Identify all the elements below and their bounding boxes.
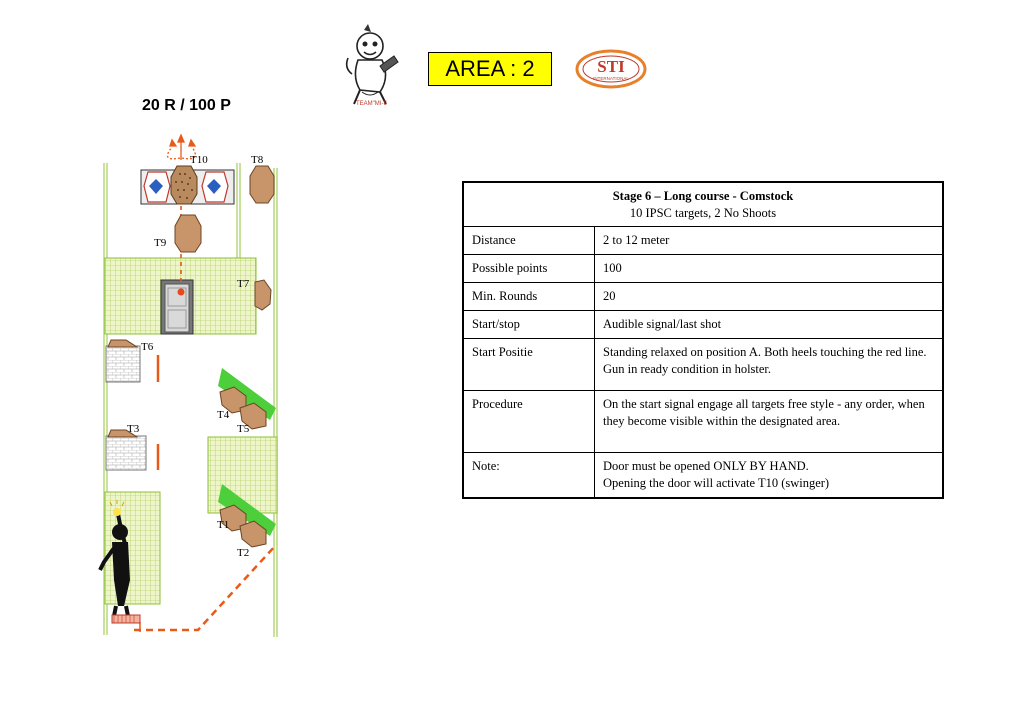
target-t8 xyxy=(250,166,274,203)
row-label: Procedure xyxy=(463,391,595,453)
row-label: Note: xyxy=(463,453,595,499)
inner-wall-top xyxy=(237,163,240,258)
label-t1: T1 xyxy=(217,519,230,531)
row-value: On the start signal engage all targets free style - any order, when they become visible within the designated area. xyxy=(595,391,944,453)
target-t7 xyxy=(255,280,271,310)
area-label: AREA : 2 xyxy=(445,56,535,81)
rounds-points-label: 20 R / 100 P xyxy=(142,97,231,114)
label-t10: T10 xyxy=(190,154,208,166)
brick-barricade-t3 xyxy=(106,436,146,470)
label-t3: T3 xyxy=(127,423,140,435)
label-t2: T2 xyxy=(237,547,250,559)
label-t4: T4 xyxy=(217,409,230,421)
row-label: Distance xyxy=(463,227,595,255)
label-t7: T7 xyxy=(237,278,250,290)
label-t6: T6 xyxy=(141,341,154,353)
sti-logo-subtext: INTERNATIONAL xyxy=(593,76,629,81)
row-label: Min. Rounds xyxy=(463,283,595,311)
row-value-2: Opening the door will activate T10 (swinger) xyxy=(603,476,830,490)
row-label: Start/stop xyxy=(463,311,595,339)
row-value: Door must be opened ONLY BY HAND. xyxy=(603,459,809,473)
target-t9 xyxy=(175,215,201,252)
row-value: 2 to 12 meter xyxy=(595,227,944,255)
door-icon xyxy=(161,280,193,334)
right-side-wall xyxy=(274,168,277,637)
row-value: Audible signal/last shot xyxy=(595,311,944,339)
brick-barricade-t6 xyxy=(106,346,140,382)
label-t5: T5 xyxy=(237,423,250,435)
stage-subtitle: 10 IPSC targets, 2 No Shoots xyxy=(629,206,777,220)
row-value: 100 xyxy=(595,255,944,283)
sti-logo-text: STI xyxy=(597,57,625,76)
target-t6 xyxy=(108,340,137,347)
target-t10-assembly xyxy=(141,166,234,204)
mascot-caption: TEAM"MI-II xyxy=(356,101,387,107)
row-label: Start Positie xyxy=(463,339,595,391)
row-label: Possible points xyxy=(463,255,595,283)
stage-title: Stage 6 – Long course - Comstock xyxy=(612,189,794,203)
label-t8: T8 xyxy=(251,154,264,166)
row-value: 20 xyxy=(595,283,944,311)
row-value: Standing relaxed on position A. Both heels touching the red line. Gun in ready condition in holster. xyxy=(595,339,944,391)
label-t9: T9 xyxy=(154,237,167,249)
